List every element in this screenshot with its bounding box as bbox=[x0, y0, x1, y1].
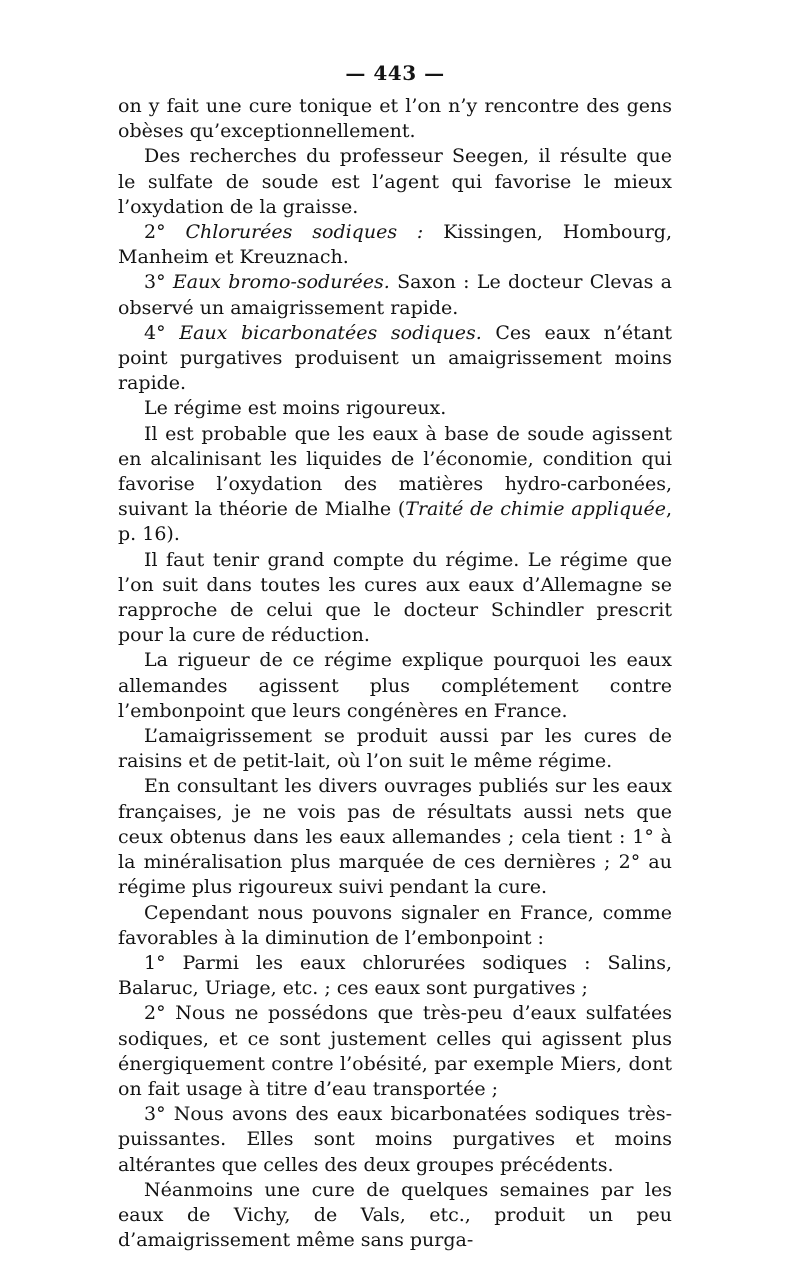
page-number: — 443 — bbox=[345, 61, 445, 85]
paragraph-p14 bbox=[118, 1102, 672, 1178]
text-run: 3° bbox=[144, 271, 173, 294]
text-run: 4° bbox=[144, 321, 180, 344]
text-run: 3° Nous avons des eaux bicarbonatées sodiques très-puissantes. Elles sont moins purgatives et moins altérantes que celles des deux groupes précédents. bbox=[118, 1103, 672, 1176]
paragraph-p11 bbox=[118, 901, 672, 951]
text-run: , p. 16). bbox=[118, 498, 672, 546]
paragraph-p8 bbox=[118, 648, 672, 724]
paragraph-p7 bbox=[118, 548, 672, 649]
text-run: Cependant nous pouvons signaler en France, comme favorables à la diminution de l’embonpoint : bbox=[118, 901, 672, 949]
paragraph-p13 bbox=[118, 1001, 672, 1102]
text-run: Il faut tenir grand compte du régime. Le régime que l’on suit dans toutes les cures aux eaux d’Allemagne se rapproche de celui que le docteur Schindler prescrit pour la cure de réduction. bbox=[118, 548, 672, 647]
text-run: 2° bbox=[144, 221, 186, 244]
italic-text: Eaux bromo-sodurées. bbox=[172, 271, 390, 294]
text-run: Néanmoins une cure de quelques semaines par les eaux de Vichy, de Vals, etc., produit un peu d’amaigrissement même sans purga- bbox=[118, 1178, 672, 1252]
book-page bbox=[118, 58, 672, 1253]
text-run: En consultant les divers ouvrages publiés sur les eaux françaises, je ne vois pas de résultats aussi nets que ceux obtenus dans les eaux allemandes ; cela tient : 1° à la minéralisation plus marquée de ces dernières ; 2° au régime plus rigoureux suivi pendant la cure. bbox=[118, 775, 672, 899]
paragraph-p3 bbox=[118, 270, 672, 320]
text-run: La rigueur de ce régime explique pourquoi les eaux allemandes agissent plus complétement contre l’embonpoint que leurs congénères en France. bbox=[118, 649, 672, 722]
text-run: on y fait une cure tonique et l’on n’y rencontre des gens obèses qu’exceptionnellement. bbox=[118, 95, 672, 143]
text-run: Kissingen, Hombourg, Manheim et Kreuznach. bbox=[118, 221, 672, 269]
italic-text: Eaux bicarbonatées sodiques. bbox=[179, 321, 482, 344]
paragraph-p10 bbox=[118, 774, 672, 900]
text-run: Il est probable que les eaux à base de soude agissent en alcalinisant les liquides de l’économie, condition qui favorise l’oxydation des matières hydro-carbonées, suivant la théorie de Mialhe ( bbox=[118, 422, 672, 521]
text-run: Ces eaux n’étant point purgatives produisent un amaigrissement moins rapide. bbox=[118, 321, 672, 395]
italic-text: Chlorurées sodiques : bbox=[185, 221, 424, 244]
text-run: Des recherches du professeur Seegen, il résulte que le sulfate de soude est l’agent qui favorise le mieux l’oxydation de la graisse. bbox=[118, 145, 672, 218]
text-run: Le régime est moins rigoureux. bbox=[144, 397, 447, 420]
paragraph-p4 bbox=[118, 321, 672, 397]
italic-text: Traité de chimie appliquée bbox=[405, 498, 666, 521]
paragraph-p9 bbox=[118, 724, 672, 774]
paragraph-p2 bbox=[118, 220, 672, 270]
paragraph-p5 bbox=[118, 396, 672, 421]
text-run: Saxon : Le docteur Clevas a observé un amaigrissement rapide. bbox=[118, 271, 672, 319]
paragraph-p15 bbox=[118, 1178, 672, 1254]
paragraph-p6 bbox=[118, 422, 672, 548]
text-run: L’amaigrissement se produit aussi par les cures de raisins et de petit-lait, où l’on suit le même régime. bbox=[118, 725, 672, 773]
text-run: 1° Parmi les eaux chlorurées sodiques : Salins, Balaruc, Uriage, etc. ; ces eaux sont purgatives ; bbox=[118, 951, 672, 1000]
paragraph-p0 bbox=[118, 94, 672, 144]
paragraph-p1 bbox=[118, 144, 672, 220]
text-run: 2° Nous ne possédons que très-peu d’eaux sulfatées sodiques, et ce sont justement celles qui agissent plus énergiquement contre l’obésité, par exemple Miers, dont on fait usage à titre d’eau transportée ; bbox=[118, 1002, 672, 1100]
paragraph-p12 bbox=[118, 951, 672, 1001]
page-body bbox=[118, 94, 672, 1253]
